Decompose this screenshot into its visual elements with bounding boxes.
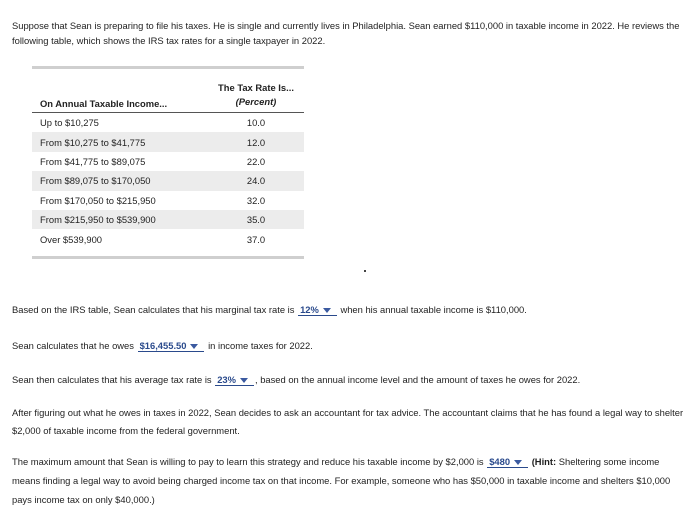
tax-rate: 24.0 [208,171,304,190]
chevron-down-icon [514,460,522,465]
income-bracket: From $170,050 to $215,950 [40,194,156,206]
table-top-rule [32,66,304,69]
table-bottom-rule [32,256,304,259]
income-bracket: Up to $10,275 [40,117,99,129]
intro-paragraph: Suppose that Sean is preparing to file his taxes. He is single and currently lives in Philadelphia. Sean earned $110,000 in taxable income in 2022. He reviews the following table, which shows the IRS tax rates for a single taxpayer in 2022. [12,20,680,46]
question-max-payment [12,452,688,509]
q2-text: Sean calculates that he owes [12,340,134,351]
q1-text: Based on the IRS table, Sean calculates that his marginal tax rate is [12,304,295,315]
table-row [32,191,304,210]
chevron-down-icon [190,344,198,349]
header-income: On Annual Taxable Income... [40,98,168,109]
hint-label: (Hint: [531,456,557,467]
header-rate [208,73,304,113]
table-row [32,132,304,151]
income-bracket: Over $539,900 [40,233,103,245]
chevron-down-icon [323,308,331,313]
tax-rate: 37.0 [246,233,266,245]
marginal-rate-value: 12% [300,304,319,315]
tax-rate: 22.0 [246,155,266,167]
cursor-dot [364,270,366,272]
income-bracket: From $41,775 to $89,075 [40,155,146,167]
marginal-rate-dropdown[interactable] [298,304,337,316]
question-average-rate [12,372,580,387]
header-rate-line1: The Tax Rate Is... [218,82,294,93]
tax-rate: 35.0 [208,210,304,229]
income-bracket: From $215,950 to $539,900 [32,210,208,229]
table-row [32,113,304,132]
accountant-paragraph: After figuring out what he owes in taxes in 2022, Sean decides to ask an accountant for tax advice. The accountant claims that he has found a legal way to shelter $2,000 of taxable income from the federal government. [12,407,684,436]
q5-text: The maximum amount that Sean is willing to pay to learn this strategy and reduce his taxable income by $2,000 is [12,456,484,467]
average-rate-dropdown[interactable] [215,374,254,386]
max-payment-value: $480 [489,456,511,467]
table-row [32,210,304,229]
question-marginal-rate [12,302,527,317]
tax-rate-table [32,66,304,259]
hint-text: Sheltering some income means finding a legal way to avoid being charged income tax on that income. For example, someone who has $50,000 in taxable income and shelters $10,000 pays income tax on only $40,000.) [12,456,671,505]
tax-rate: 12.0 [208,132,304,151]
taxes-owed-dropdown[interactable] [138,340,205,352]
table-row [32,229,304,248]
q3-text: Sean then calculates that his average tax rate is [12,374,212,385]
tax-rate: 32.0 [246,194,266,206]
q1-post-text: when his annual taxable income is $110,000. [340,304,527,315]
average-rate-value: 23% [217,374,236,385]
header-rate-line2: (Percent) [235,96,277,107]
chevron-down-icon [240,378,248,383]
max-payment-dropdown[interactable] [487,456,528,468]
taxes-owed-value: $16,455.50 [139,340,187,351]
table-row [32,171,304,190]
tax-rate: 10.0 [246,117,266,129]
question-taxes-owed [12,338,313,353]
q2-post-text: in income taxes for 2022. [208,340,313,351]
table-row [32,152,304,171]
q3-post-text: , based on the annual income level and the amount of taxes he owes for 2022. [254,374,581,385]
income-bracket: From $89,075 to $170,050 [32,171,208,190]
income-bracket: From $10,275 to $41,775 [32,132,208,151]
